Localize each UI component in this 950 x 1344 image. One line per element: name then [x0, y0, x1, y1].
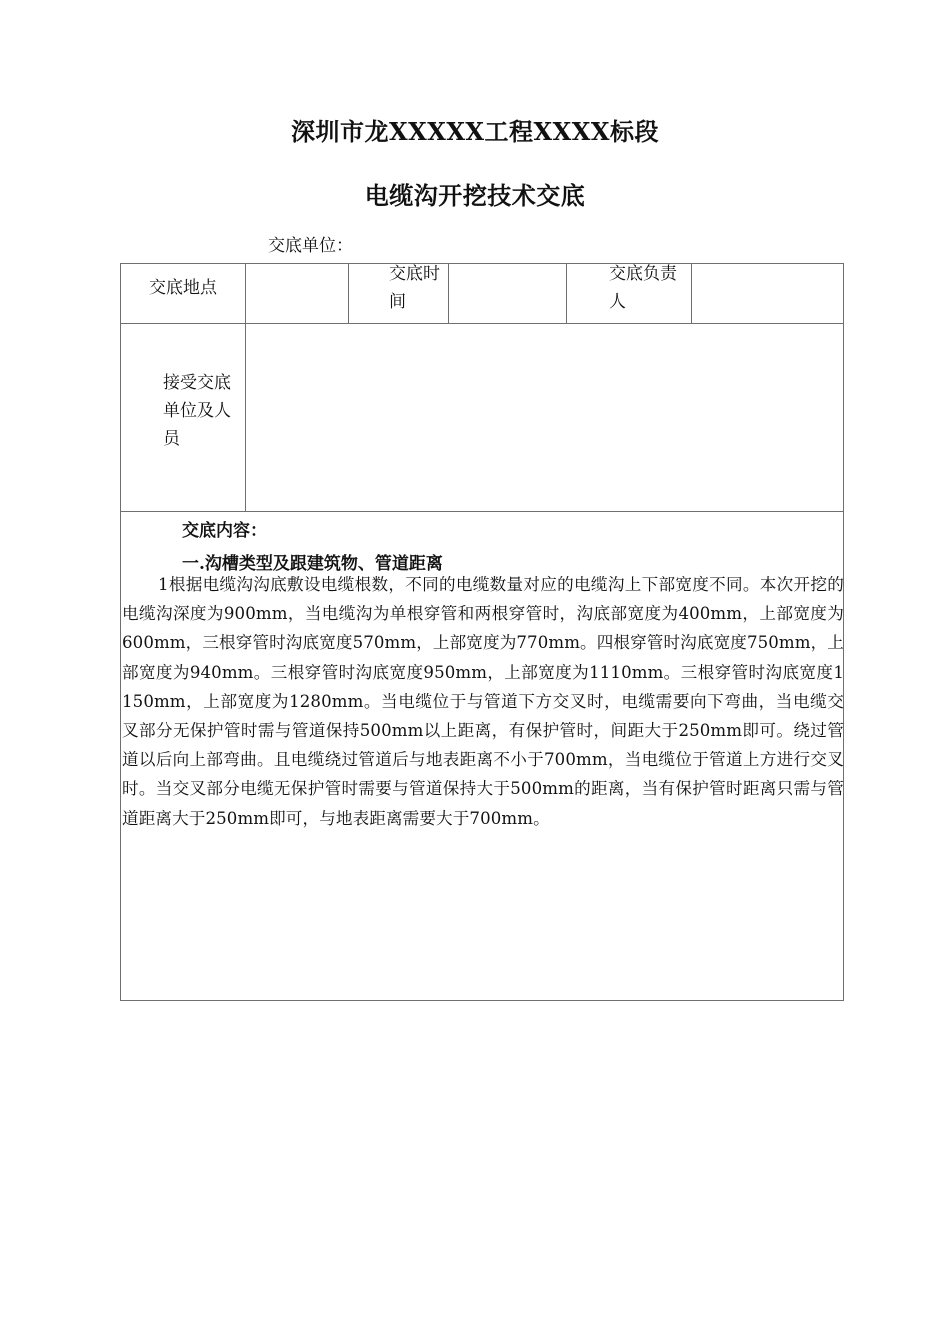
paragraph-text: 1根据电缆沟沟底敷设电缆根数，不同的电缆数量对应的电缆沟上下部宽度不同。本次开挖的电缆沟深度为900mm，当电缆沟为单根穿管和两根穿管时，沟底部宽度为400mm，上部宽度为600mm，三根穿管时沟底宽度570mm，上部宽度为770mm。四根穿管时沟底宽度750mm，上部宽度为940mm。三根穿管时沟底宽度950mm，上部宽度为1110mm。三根穿管时沟底宽度1150mm，上部宽度为1280mm。当电缆位于与管道下方交叉时，电缆需要向下弯曲，当电缆交叉部分无保护管时需与管道保持500mm以上距离，有保护管时，间距大于250mm即可。绕过管道以后向上部弯曲。且电缆绕过管道后与地表距离不小于700mm，当电缆位于管道上方进行交叉时。当交叉部分电缆无保护管时需要与管道保持大于500mm的距离，当有保护管时距离只需与管道距离大于250mm即可，与地表距离需要大于700mm。 — [122, 575, 844, 828]
row-divider — [121, 323, 843, 324]
content-heading: 交底内容： — [182, 521, 267, 541]
column-divider — [245, 264, 246, 323]
column-divider — [348, 264, 349, 323]
column-divider — [691, 264, 692, 323]
document-title: 深圳市龙XXXXX工程XXXX标段 — [290, 117, 660, 146]
disclosure-unit-label: 交底单位： — [268, 236, 353, 256]
document-subtitle: 电缆沟开挖技术交底 — [364, 181, 586, 210]
responsible-label: 交底负责人 — [609, 264, 677, 312]
disclosure-form-table — [120, 263, 844, 1001]
column-divider — [448, 264, 449, 323]
column-divider — [566, 264, 567, 323]
section-heading: 一.沟槽类型及跟建筑物、管道距离 — [182, 554, 443, 574]
row-divider — [121, 511, 843, 512]
time-label: 交底时间 — [389, 264, 440, 312]
location-label: 交底地点 — [149, 278, 217, 298]
column-divider — [245, 323, 246, 511]
content-paragraph — [122, 570, 844, 833]
receivers-label: 接受交底单位及人员 — [163, 373, 231, 449]
